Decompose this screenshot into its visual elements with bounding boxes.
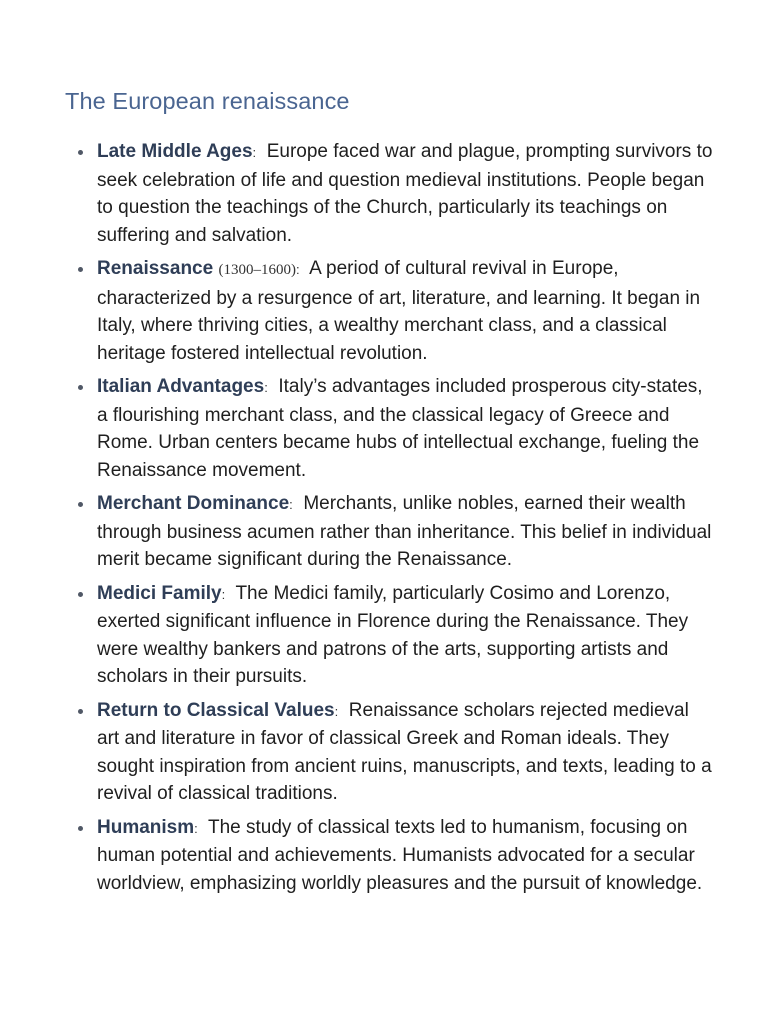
- item-dates: (1300–1600): [218, 262, 296, 278]
- item-description: Renaissance scholars rejected medieval art and literature in favor of classical Greek and Roman ideals. They sought inspiration from ancient ruins, manuscripts, and texts, leading to a revival of classical traditions.: [97, 699, 712, 804]
- list-item: [74, 373, 714, 484]
- item-term: Italian Advantages: [97, 376, 265, 397]
- bullet-dot-icon: [78, 592, 83, 597]
- item-term: Late Middle Ages: [97, 141, 253, 162]
- item-term: Renaissance: [97, 258, 214, 279]
- list-item: [74, 697, 714, 808]
- item-description: Italy’s advantages included prosperous city-states, a flourishing merchant class, and the classical legacy of Greece and Rome. Urban centers became hubs of intellectual exchange, fueling the Renaissance movement.: [97, 376, 703, 481]
- bullet-dot-icon: [78, 267, 83, 272]
- item-term: Humanism: [97, 816, 195, 838]
- item-description: The study of classical texts led to humanism, focusing on human potential and achievements. Humanists advocated for a secular worldview, emphasizing worldly pleasures and the pursuit of knowledge.: [97, 816, 703, 894]
- item-separator: :: [264, 380, 268, 395]
- item-separator: :: [221, 586, 226, 602]
- item-description: The Medici family, particularly Cosimo and Lorenzo, exerted significant influence in Florence during the Renaissance. They were wealthy bankers and patrons of the arts, supporting artists and scholars in their pursuits.: [97, 582, 689, 687]
- bullet-dot-icon: [78, 709, 83, 714]
- list-item: [74, 490, 714, 574]
- item-separator: :: [252, 145, 257, 160]
- bullet-dot-icon: [78, 826, 83, 831]
- list-item: [74, 580, 714, 691]
- bullet-dot-icon: [78, 385, 83, 390]
- list-item: [74, 255, 714, 367]
- item-separator: :: [289, 497, 293, 512]
- item-description: Merchants, unlike nobles, earned their wealth through business acumen rather than inheritance. This belief in individual merit became significant during the Renaissance.: [97, 493, 712, 570]
- document-title: The European renaissance: [65, 88, 350, 114]
- item-separator: :: [194, 820, 198, 836]
- item-term: Return to Classical Values: [97, 699, 335, 721]
- bullet-dot-icon: [78, 502, 83, 507]
- bullet-list: [74, 138, 714, 903]
- item-separator: :: [295, 262, 300, 277]
- item-separator: :: [334, 703, 339, 719]
- item-description: Europe faced war and plague, prompting survivors to seek celebration of life and question medieval institutions. People began to question the teachings of the Church, particularly its teachings on suffering and salvation.: [97, 141, 713, 246]
- bullet-dot-icon: [78, 150, 83, 155]
- list-item: [74, 138, 714, 249]
- item-term: Medici Family: [97, 582, 222, 604]
- item-description: A period of cultural revival in Europe, characterized by a resurgence of art, literature, and learning. It began in Italy, where thriving cities, a wealthy merchant class, and a classical heritage fostered intellectual revolution.: [97, 258, 701, 364]
- list-item: [74, 814, 714, 898]
- item-term: Merchant Dominance: [97, 493, 290, 514]
